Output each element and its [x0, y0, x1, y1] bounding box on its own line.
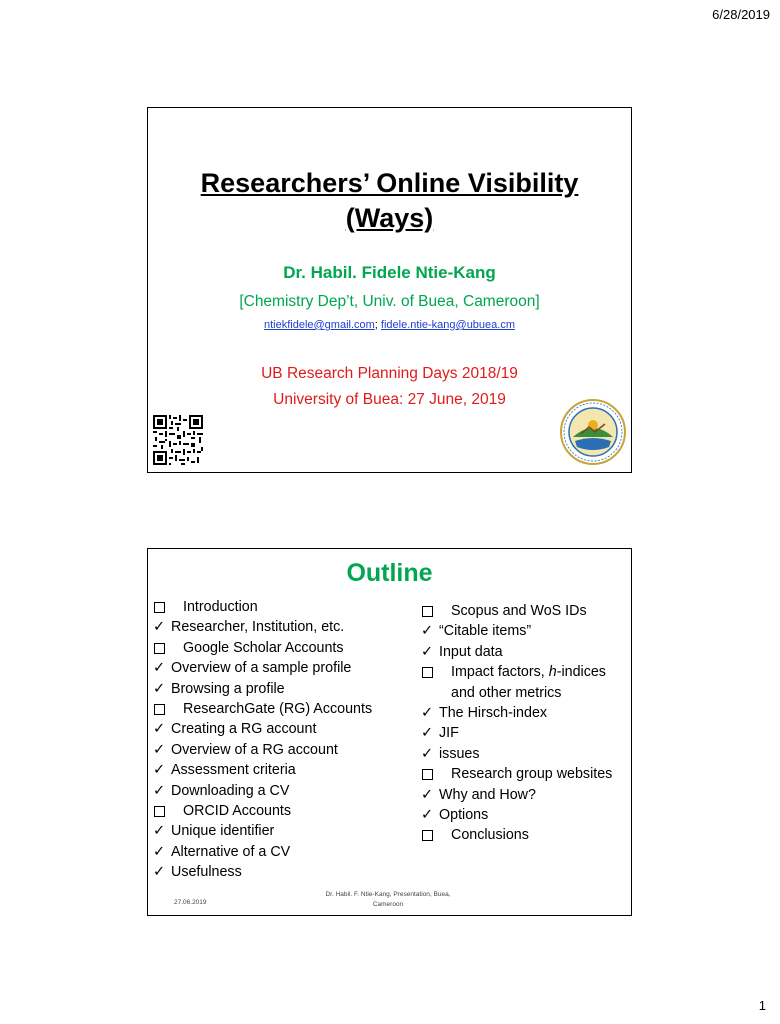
checkbox-icon [422, 769, 433, 780]
check-icon: ✓ [153, 843, 165, 860]
footer-line-2: Cameroon [372, 901, 404, 908]
check-icon: ✓ [153, 782, 165, 799]
event-date: University of Buea: 27 June, 2019 [273, 391, 506, 408]
outline-slide [147, 548, 632, 916]
list-item: Research group websites [421, 764, 626, 784]
list-item: Scopus and WoS IDs [421, 601, 626, 621]
title-line-2: (Ways) [345, 203, 434, 233]
check-icon: ✓ [153, 762, 165, 779]
slide-footer-date: 27.06.2019 [174, 899, 207, 906]
list-item: ✓ Browsing a profile [153, 679, 372, 699]
checkbox-icon [154, 806, 165, 817]
check-icon: ✓ [153, 741, 165, 758]
list-item: ✓ Options [421, 805, 626, 825]
list-item: ✓ Unique identifier [153, 821, 372, 841]
check-icon: ✓ [153, 864, 165, 881]
university-seal-icon [559, 397, 627, 467]
list-item: Conclusions [421, 825, 626, 845]
list-item: ✓ The Hirsch-index [421, 703, 626, 723]
check-icon: ✓ [421, 705, 433, 722]
checkbox-icon [154, 643, 165, 654]
outline-list-left [153, 597, 372, 883]
email-link-ubuea[interactable]: fidele.ntie-kang@ubuea.cm [380, 319, 516, 331]
list-item: ✓ Creating a RG account [153, 719, 372, 739]
check-icon: ✓ [421, 745, 433, 762]
title-line-1: Researchers’ Online Visibility [200, 168, 579, 198]
title-slide [147, 107, 632, 473]
list-item: ✓ Input data [421, 642, 626, 662]
checkbox-icon [422, 830, 433, 841]
email-separator: ; [374, 319, 381, 331]
email-link-gmail[interactable]: ntiekfidele@gmail.com [263, 319, 375, 331]
slide-title [148, 166, 631, 236]
list-item: ✓ issues [421, 744, 626, 764]
check-icon: ✓ [421, 786, 433, 803]
list-item: ✓ Usefulness [153, 862, 372, 882]
outline-title: Outline [346, 559, 433, 587]
list-item: ✓ Overview of a RG account [153, 740, 372, 760]
footer-line-1: Dr. Habil. F. Ntie-Kang, Presentation, Buea, [325, 891, 451, 898]
checkbox-icon [154, 602, 165, 613]
list-item: ✓ “Citable items” [421, 621, 626, 641]
check-icon: ✓ [421, 807, 433, 824]
check-icon: ✓ [153, 721, 165, 738]
check-icon: ✓ [153, 619, 165, 636]
check-icon: ✓ [153, 660, 165, 677]
check-icon: ✓ [153, 680, 165, 697]
page-number: 1 [758, 998, 766, 1013]
list-item: ORCID Accounts [153, 801, 372, 821]
list-item: ✓ Researcher, Institution, etc. [153, 617, 372, 637]
list-item: Introduction [153, 597, 372, 617]
list-item: Google Scholar Accounts [153, 638, 372, 658]
list-item: ✓ Alternative of a CV [153, 842, 372, 862]
email-links [148, 319, 631, 331]
check-icon: ✓ [421, 643, 433, 660]
check-icon: ✓ [421, 725, 433, 742]
author-name: Dr. Habil. Fidele Ntie-Kang [283, 263, 496, 282]
checkbox-icon [422, 667, 433, 678]
slide-footer-text [308, 890, 468, 910]
list-item: ✓ Why and How? [421, 785, 626, 805]
print-date: 6/28/2019 [712, 7, 770, 22]
check-icon: ✓ [421, 623, 433, 640]
qr-code-icon [153, 415, 203, 465]
list-item: ✓ Downloading a CV [153, 781, 372, 801]
list-item: ResearchGate (RG) Accounts [153, 699, 372, 719]
check-icon: ✓ [153, 823, 165, 840]
list-item: Impact factors, h-indices and other metrics [421, 662, 626, 703]
list-item: ✓ Assessment criteria [153, 760, 372, 780]
checkbox-icon [154, 704, 165, 715]
outline-list-right [421, 601, 626, 846]
event-name: UB Research Planning Days 2018/19 [261, 365, 518, 382]
checkbox-icon [422, 606, 433, 617]
list-item: ✓ JIF [421, 723, 626, 743]
affiliation: [Chemistry Dep’t, Univ. of Buea, Cameroon] [239, 293, 540, 310]
list-item: ✓ Overview of a sample profile [153, 658, 372, 678]
